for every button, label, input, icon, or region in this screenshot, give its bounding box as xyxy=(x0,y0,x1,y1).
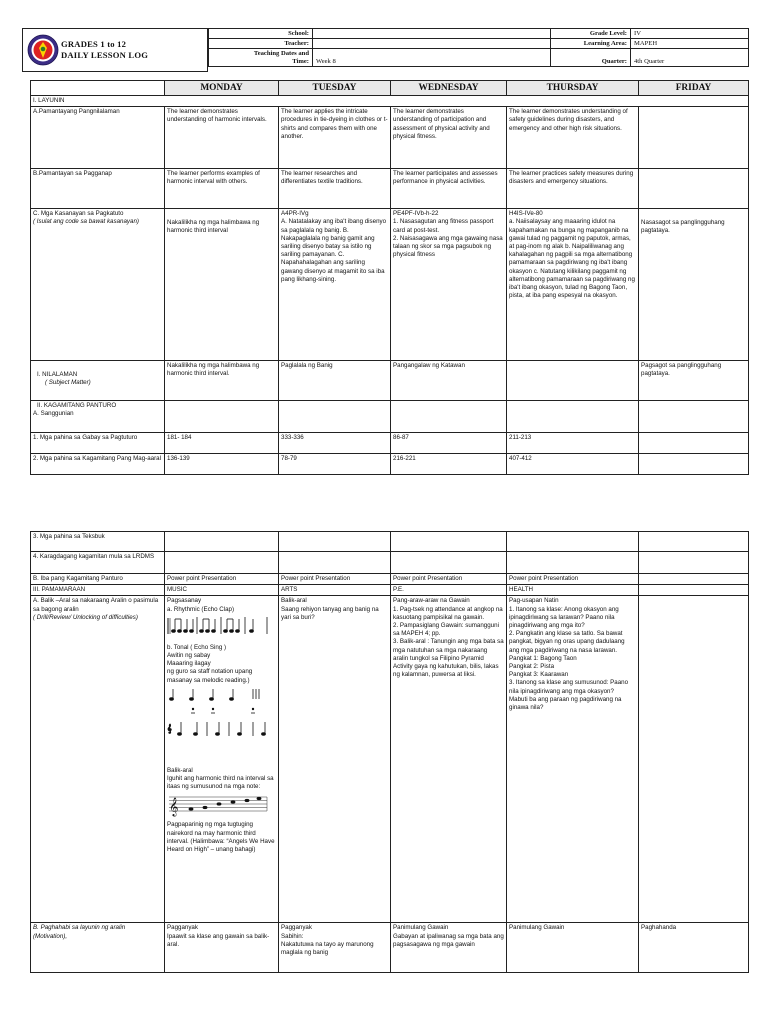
content-mon: Nakalilikha ng mga halimbawa ng harmonic third interval. xyxy=(165,361,279,401)
iba-pang-kagamitan-label: B. Iba pang Kagamitang Panturo xyxy=(31,574,165,585)
gabay-wed: 86-87 xyxy=(391,433,507,454)
competency-tue: A. Natatalakay ang iba't ibang disenyo sa paglalala ng banig. B. Nakapaglalala ng banig gamit ang sariling disenyo batay sa istilo ng sariling pamayanan. C. Napahahalagahan ang sariling gawang disenyo at magamit ito sa iba pang likhang-sining. xyxy=(281,218,387,283)
content-std-thu: The learner demonstrates understanding of safety guidelines during disasters, and emergency and other high risk situations. xyxy=(507,107,639,169)
motivation-wed-cell xyxy=(391,923,507,973)
content-std-fri xyxy=(639,107,749,169)
paghahabi-label: B. Paghahabi sa layunin ng aralin xyxy=(33,924,126,932)
nilalaman-label-cell xyxy=(31,361,165,401)
kagamitang-pang-mag-aaral-label: 2. Mga pahina sa Kagamitang Pang Mag-aaral xyxy=(31,454,165,475)
rhythm-notation-icon xyxy=(167,614,271,636)
motivation-tue-cell xyxy=(279,923,391,973)
review-mon-3: b. Tonal ( Echo Sing ) xyxy=(167,643,227,651)
review-mon-7: Balik-aral xyxy=(167,766,193,774)
pamamaraan-label: III. PAMAMARAAN xyxy=(31,585,165,596)
kagamitang-tue: 78-79 xyxy=(279,454,391,475)
content-std-mon: The learner demonstrates understanding of harmonic intervals. xyxy=(165,107,279,169)
kasanayan-label: C. Mga Kasanayan sa Pagkatuto xyxy=(33,210,124,218)
nilalaman-label: I. NILALAMAN xyxy=(37,371,78,379)
kagamitang-mon: 136-139 xyxy=(165,454,279,475)
empty-cell xyxy=(639,532,749,552)
pamantayang-pangnilalaman-label: A.Pamantayang Pangnilalaman xyxy=(31,107,165,169)
empty-cell xyxy=(391,532,507,552)
review-mon-8: Iguhit ang harmonic third na interval sa itaas ng sumusunod na mga note: xyxy=(167,775,274,791)
motivation-tue-2: Sabihin: xyxy=(281,932,304,940)
empty-cell xyxy=(391,552,507,574)
competency-mon: Nakalilikha ng mga halimbawa ng harmonic third interval xyxy=(165,209,279,361)
kagamitang-panturo-label: II. KAGAMITANG PANTURO xyxy=(37,402,117,410)
motivation-mon-1: Pagganyak xyxy=(167,924,198,932)
teacher-label: Teacher: xyxy=(209,39,313,49)
subject-wed: P.E. xyxy=(391,585,507,596)
review-mon-6: ng guro sa staff notation upang masanay sa melodic reading.) xyxy=(167,668,253,684)
empty-cell xyxy=(639,552,749,574)
staff-notes-icon xyxy=(167,791,271,817)
balik-aral-sub: ( Drill/Review/ Unlocking of difficulties) xyxy=(33,613,138,621)
review-mon-1: Pagsasanay xyxy=(167,597,202,605)
dates-label xyxy=(209,49,313,67)
content-thu xyxy=(507,361,639,401)
empty-cell xyxy=(507,401,639,433)
dates-label-line2: Time: xyxy=(292,58,309,65)
review-mon-9: Pagpaparinig ng mga tugtuging nairekord na may harmonic third interval. (Halimbawa: “Angels We Have Heard on High” – unang bahagi) xyxy=(167,821,275,854)
empty-cell xyxy=(391,401,507,433)
review-tue-1: Balik-aral xyxy=(281,597,307,605)
empty-cell xyxy=(639,401,749,433)
subject-mon: MUSIC xyxy=(165,585,279,596)
motivation-mon-2: Ipaawit sa klase ang gawain sa balik-aral. xyxy=(167,932,270,948)
gabay-thu: 211-213 xyxy=(507,433,639,454)
kagamitang-wed: 216-221 xyxy=(391,454,507,475)
gabay-tue: 333-336 xyxy=(279,433,391,454)
kagamitang-thu: 407-412 xyxy=(507,454,639,475)
sanggunian-label: A. Sanggunian xyxy=(33,410,74,418)
lesson-table-page1 xyxy=(30,80,749,475)
motivation-tue-1: Pagganyak xyxy=(281,924,312,932)
dates-value: Week 8 xyxy=(313,49,551,67)
review-thu-1: Pag-usapan Natin xyxy=(509,597,559,605)
header-title-box xyxy=(22,28,208,72)
nilalaman-sub: ( Subject Matter) xyxy=(45,379,91,387)
subject-thu: HEALTH xyxy=(507,585,639,596)
deped-seal-icon xyxy=(27,34,59,66)
gabay-label: 1. Mga pahina sa Gabay sa Pagtuturo xyxy=(31,433,165,454)
review-mon-4: Awitin ng sabay xyxy=(167,652,211,660)
iba-wed: Power point Presentation xyxy=(391,574,507,585)
quarter-label: Quarter: xyxy=(551,49,631,67)
competency-wed-2: 2. Naisasagawa ang mga gawaing nasa talaan ng skor sa mga pagsubok ng physical fitness xyxy=(393,234,503,259)
competency-wed-1: 1. Nasasagutan ang fitness passport card at post-test. xyxy=(393,218,494,234)
empty-cell xyxy=(279,401,391,433)
tonal-notation-icon xyxy=(167,685,271,719)
gabay-mon: 181- 184 xyxy=(165,433,279,454)
svg-text:𝄞: 𝄞 xyxy=(169,797,179,817)
kasanayan-label-cell xyxy=(31,209,165,361)
school-label: School: xyxy=(209,29,313,39)
review-thu-cell xyxy=(507,596,639,923)
corner-cell xyxy=(31,81,165,96)
review-tue-2: Saang rehiyon tanyag ang banig na yari sa buri? xyxy=(281,605,379,621)
motivation-wed-2: Gabayan at ipaliwanag sa mga bata ang pagsasagawa ng mga gawain xyxy=(393,932,504,948)
learning-area-label: Learning Area: xyxy=(551,39,631,49)
motivation-thu: Panimulang Gawain xyxy=(507,923,639,973)
review-thu-5: Pangkat 2: Pista xyxy=(509,663,555,671)
competency-tue-cell xyxy=(279,209,391,361)
tonal-notation-2-icon xyxy=(167,719,271,741)
teacher-value xyxy=(313,39,551,49)
empty-cell xyxy=(165,532,279,552)
school-value xyxy=(313,29,551,39)
review-wed-3: 2. Pampasiglang Gawain: sumangguni sa MAPEH 4; pp. xyxy=(393,622,499,638)
content-fri: Pagsagot sa panglingguhang pagtataya. xyxy=(639,361,749,401)
empty-cell xyxy=(279,552,391,574)
review-tue-cell xyxy=(279,596,391,923)
review-mon-5: Maaaring ilagay xyxy=(167,660,211,668)
content-tue: Paglalala ng Banig xyxy=(279,361,391,401)
grade-level-label: Grade Level: xyxy=(551,29,631,39)
content-std-wed: The learner demonstrates understanding of participation and assessment of physical activity and physical fitness. xyxy=(391,107,507,169)
gabay-fri xyxy=(639,433,749,454)
review-thu-2: 1. Itanong sa klase: Anong okasyon ang ipinagdiriwang sa larawan? Paano nila pinagdiriwang ang mga ito? xyxy=(509,605,619,630)
competency-fri: Nasasagot sa panglingguhang pagtataya. xyxy=(639,209,749,361)
subject-fri xyxy=(639,585,749,596)
karagdagang-label: 4. Karagdagang kagamitan mula sa LRDMS xyxy=(31,552,165,574)
pamantayan-sa-pagganap-label: B.Pamantayan sa Pagganap xyxy=(31,169,165,209)
motivation-fri: Paghahanda xyxy=(639,923,749,973)
review-fri-cell xyxy=(639,596,749,923)
competency-thu: a. Naiisalaysay ang maaaring idulot na kapahamakan na bunga ng mapanganib na gawai tulad ng paggamit ng paputok, armas, at pag-inom ng alak b. Naipaliliwanag ang kahalagahan ng pagpili sa mga alternatibong pamamaraan sa pagdiriwang ng iba't ibang okasyon c. Natutang kilikilang paggamit ng alternatibong pamamaraan sa pagdiriwang ng iba't ibang okasyon, tulad ng Bagong Taon, pista, at iba pang espesyal na okasyon. xyxy=(509,218,635,300)
day-friday: FRIDAY xyxy=(639,81,749,96)
quarter-value: 4th Quarter xyxy=(631,49,749,67)
iba-tue: Power point Presentation xyxy=(279,574,391,585)
review-mon-cell xyxy=(165,596,279,923)
paghahabi-sub: (Motivation), xyxy=(33,932,68,940)
competency-wed-cell xyxy=(391,209,507,361)
iba-fri xyxy=(639,574,749,585)
competency-tue-code: A4PR-IVg xyxy=(281,210,309,218)
content-wed: Pangangalaw ng Katawan xyxy=(391,361,507,401)
balik-aral-label: A. Balik –Aral sa nakaraang Aralin o pasimula sa bagong aralin xyxy=(33,597,159,613)
empty-cell xyxy=(279,532,391,552)
perf-std-wed: The learner participates and assesses performance in physical activities. xyxy=(391,169,507,209)
review-thu-3: 2. Pangkatin ang klase sa tatlo. Sa bawat pangkat, bigyan ng oras upang dadulaang ang mga pagdiriwang na nasa larawan. xyxy=(509,630,625,654)
header-info-table xyxy=(208,28,749,67)
iba-mon: Power point Presentation xyxy=(165,574,279,585)
review-wed-1: Pang-araw-araw na Gawain xyxy=(393,597,470,605)
perf-std-thu: The learner practices safety measures during disasters and emergency situations. xyxy=(507,169,639,209)
day-thursday: THURSDAY xyxy=(507,81,639,96)
review-wed-4: 3. Balik-aral : Tanungin ang mga bata sa mga natutuhan sa mga nakaraang aralin tungkol sa Filipino Pyramid Activity gaya ng kahutukan, bilis, lakas ng kalamnan, puwersa at liksi. xyxy=(393,638,504,679)
perf-std-fri xyxy=(639,169,749,209)
empty-cell xyxy=(165,552,279,574)
learning-area-value: MAPEH xyxy=(631,39,749,49)
kasanayan-sub: ( Isulat ang code sa bawat kasanayan) xyxy=(33,218,139,226)
kagamitang-panturo-cell xyxy=(31,401,165,433)
perf-std-tue: The learner researches and differentiates textile traditions. xyxy=(279,169,391,209)
svg-text:𝄞: 𝄞 xyxy=(167,723,172,733)
competency-wed-code: PE4PF-IVb-h-22 xyxy=(393,210,439,218)
empty-cell xyxy=(165,401,279,433)
title-dll: DAILY LESSON LOG xyxy=(61,50,149,60)
balik-aral-label-cell xyxy=(31,596,165,923)
kagamitang-fri xyxy=(639,454,749,475)
teksbuk-label: 3. Mga pahina sa Teksbuk xyxy=(31,532,165,552)
title-grades: GRADES 1 to 12 xyxy=(61,39,127,49)
motivation-mon-cell xyxy=(165,923,279,973)
subject-tue: ARTS xyxy=(279,585,391,596)
grade-level-value: IV xyxy=(631,29,749,39)
perf-std-mon: The learner performs examples of harmonic interval with others. xyxy=(165,169,279,209)
motivation-tue-3: Nakatutuwa na tayo ay marunong maglala ng banig xyxy=(281,940,374,957)
iba-thu: Power point Presentation xyxy=(507,574,639,585)
dates-label-line1: Teaching Dates and xyxy=(253,50,309,57)
layunin-heading: I. LAYUNIN xyxy=(31,96,749,107)
lesson-table-page2 xyxy=(30,531,749,973)
review-thu-6: Pangkat 3: Kaarawan xyxy=(509,671,569,679)
review-thu-4: Pangkat 1: Bagong Taon xyxy=(509,654,577,662)
day-wednesday: WEDNESDAY xyxy=(391,81,507,96)
review-thu-8: Mabuti ba ang paraan ng pagdiriwang na ginawa nila? xyxy=(509,695,622,712)
day-tuesday: TUESDAY xyxy=(279,81,391,96)
content-std-tue: The learner applies the intricate procedures in tie-dyeing in clothes or t-shirts and compares them with one another. xyxy=(279,107,391,169)
paghahabi-label-cell xyxy=(31,923,165,973)
review-thu-7: 3. Itanong sa klase ang sumusunod: Paano nila ipinagdiriwang ang mga okasyon? xyxy=(509,679,629,695)
motivation-wed-1: Panimulang Gawain xyxy=(393,924,449,932)
day-monday: MONDAY xyxy=(165,81,279,96)
review-wed-cell xyxy=(391,596,507,923)
review-mon-2: a. Rhythmic (Echo Clap) xyxy=(167,605,235,613)
review-wed-2: 1. Pag-tsek ng attendance at angkop na kasuotang pampisikal na gawain. xyxy=(393,605,503,621)
competency-thu-code: H4IS-IVe-80 xyxy=(509,210,543,218)
competency-thu-cell xyxy=(507,209,639,361)
empty-cell xyxy=(507,552,639,574)
empty-cell xyxy=(507,532,639,552)
